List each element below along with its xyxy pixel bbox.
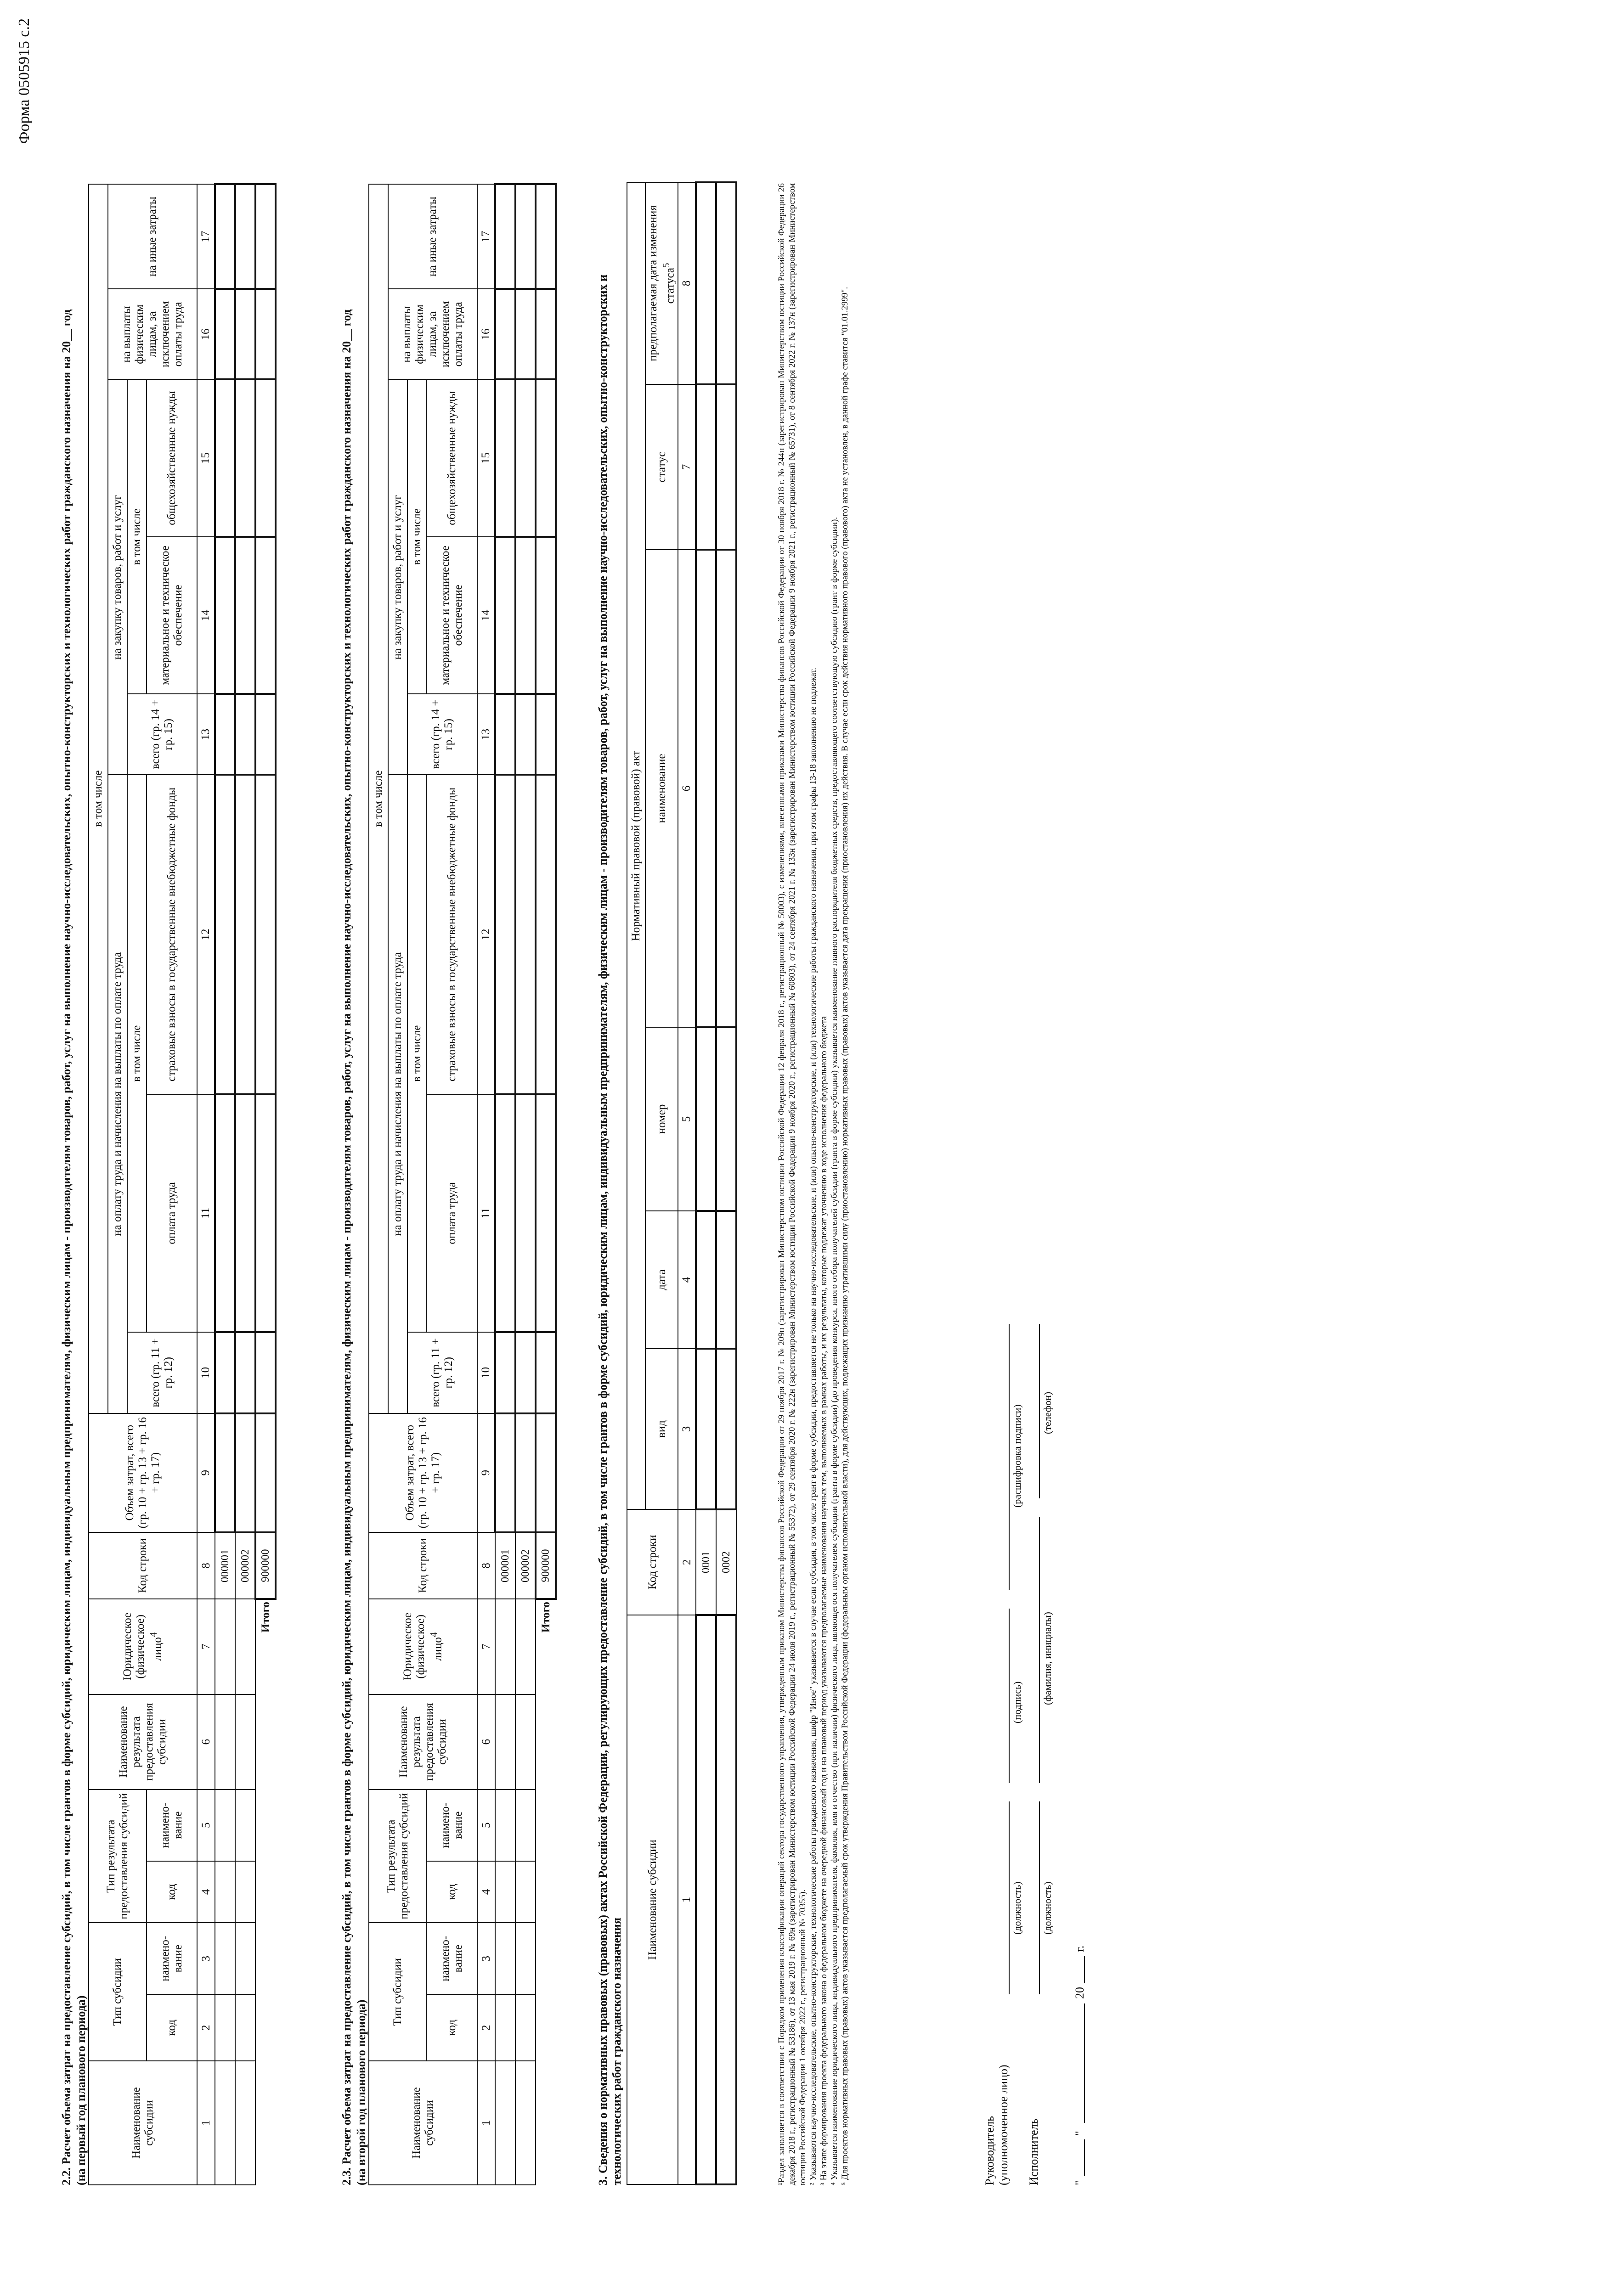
col-number: 3 [477,1923,495,1994]
row-code: 0001 [696,1509,716,1615]
h-material: материальное и техническое обеспечение [147,537,197,694]
col-number: 7 [477,1599,495,1694]
col-number: 9 [197,1413,215,1532]
col-number: 3 [678,1349,696,1509]
col-number: 7 [197,1599,215,1694]
head-decode-line[interactable] [1009,1324,1010,1590]
h-insurance: страховые взносы в государственные внебюджетные фонды [427,775,477,1094]
col-number: 13 [197,694,215,775]
row-code: 000002 [515,1532,536,1599]
date-year-suffix: г. [1073,1945,1086,1952]
h-code: код [147,1861,197,1923]
col-number: 6 [197,1694,215,1790]
h-name: Наименование субсидии [369,2061,477,2185]
footnote-1: ¹Раздел заполняется в соответствии с Порядком применения классификации операций сектора государственного управления, утвержденным приказом Министерства финансов Российской Федерации от 29 ноября 2017 г. № 209н (зарегистрирован Министерством юстиции Российской Федерации 12 февраля 2018 г., регистрационный № 50003), с изменениями, внесенными приказами Министерства финансов Российской Федерации от 30 ноября 2018 г. № 244н (зарегистрирован Министерством юстиции Российской Федерации 26 декабря 2018 г., регистрационный № 53186), от 13 мая 2019 г. № 69н (зарегистрирован Министерством юстиции Российской Федерации 24 июля 2019 г., регистрационный № 55372), от 29 сентября 2020 г. № 222н (зарегистрирован Министерством юстиции Российской Федерации 9 ноября 2020 г., регистрационный № 60803), от 24 сентября 2021 г. № 133н (зарегистрирован Министерством юстиции Российской Федерации 9 ноября 2021 г., регистрационный № 65731), от 8 сентября 2022 г. № 137н (зарегистрирован Министерством юстиции Российской Федерации 1 октября 2022 г., регистрационный № 70355). [777,183,808,2185]
h-physical: на выплаты физическим лицам, за исключением оплаты труда [108,289,197,379]
date-quote-close: " [1073,2131,1086,2136]
col-number: 5 [197,1790,215,1861]
h-legal: Юридическое (физическое) лицо$^4$ [369,1599,477,1694]
h-material: материальное и техническое обеспечение [427,537,477,694]
h-incl2: в том числе [127,775,147,1332]
executor-position-line[interactable] [1039,1801,1040,1994]
col-number: 16 [197,289,215,379]
row-code: 000001 [215,1532,235,1599]
col-number: 1 [197,2061,215,2185]
h-type: Тип субсидии [369,1923,427,2061]
total-code: 900000 [536,1532,556,1599]
section-22-subtitle: (на первый год планового периода) [74,1995,88,2185]
row-code: 0002 [716,1509,736,1615]
section-3-title: 3. Сведения о нормативных правовых (правовых) актах Российской Федерации, регулирующих предоставление субсидий, в том числе грантов в форме субсидий, юридическим лицам, индивидуальным предпринимателям, физическим лицам - производителям товаров, работ, услуг на выполнение научно-исследовательских, опытно-конструкторских и технологических работ гражданского назначения [596,274,623,2185]
h-name-short: наимено-вание [147,1923,197,1994]
h-labor: на оплату труда и начисления на выплаты по оплате труда [108,775,127,1413]
h-row-code: Код строки [369,1532,477,1599]
col-number: 11 [197,1094,215,1333]
col-number: 5 [678,1027,696,1211]
footnote-5: ⁵ Для проектов нормативных правовых (правовых) актов указывается предполагаемый срок утверждения Правительством Российской Федерации (федеральным органом исполнительной власти), для действующих, подлежащих признанию утратившими силу (приостановлению) нормативных правовых (правовых) актов указывается дата прекращения (приостановления) их действия. В случае если срок действия нормативного правового (правового) акта не установлен, в данной графе ставится "01.01.2999". [840,287,850,2185]
total-label: Итого [259,1602,272,1633]
total-row [255,184,276,2185]
h-household: общехозяйственные нужды [147,379,197,536]
head-label: Руководитель [983,2116,996,2185]
table-row [696,182,716,2184]
h-result-name: Наименование результата предоставления субсидии [369,1694,477,1790]
total-row [536,184,556,2185]
date-month-line[interactable] [1084,2003,1085,2123]
section-23-subtitle: (на второй год планового периода) [355,1999,368,2185]
h-name: Наименование субсидии [89,2061,197,2185]
h-incl3: в том числе [127,379,147,694]
date-year-line[interactable] [1084,1956,1085,1983]
h-incl3: в том числе [407,379,427,694]
h-physical: на выплаты физическим лицам, за исключением оплаты труда [388,289,477,379]
h-legal: Юридическое (физическое) лицо$^4$ [89,1599,197,1694]
col-number: 5 [477,1790,495,1861]
form-code: Форма 0505915 с.2 [16,18,33,144]
caption-decode: (расшифровка подписи) [1011,1404,1023,1508]
col-number: 3 [197,1923,215,1994]
h-row-code: Код строки [89,1532,197,1599]
date-day-line[interactable] [1084,2139,1085,2176]
col-number: 6 [678,550,696,1027]
col-number: 1 [678,1615,696,2184]
h-salary: оплата труда [147,1094,197,1333]
h-purchase: на закупку товаров, работ и услуг [388,379,407,775]
row-code: 000002 [235,1532,255,1599]
cost-table-22 [88,183,277,2185]
col-number: 7 [678,384,696,550]
caption-position: (должность) [1011,1881,1023,1935]
caption-position: (должность) [1042,1881,1053,1935]
col-number: 8 [477,1532,495,1599]
h-name-short: наимено-вание [427,1923,477,1994]
table-row [215,184,235,2185]
h-labor: на оплату труда и начисления на выплаты по оплате труда [388,775,407,1413]
h-total-13: всего (гр. 14 + гр. 15) [407,694,477,775]
col-number: 12 [197,775,215,1094]
date-quote-open: " [1073,2180,1086,2185]
col-number: 9 [477,1413,495,1532]
col-number: 10 [477,1332,495,1413]
h-number: номер [645,1027,678,1211]
section-23-title: 2.3. Расчет объема затрат на предоставление субсидий, в том числе грантов в форме субсидий, юридическим лицам, индивидуальным предпринимателям, физическим лицам - производителям товаров, работ, услуг на выполнение научно-исследовательских, опытно-конструкторских и технологических работ гражданского назначения на 20__ год [340,309,353,2185]
col-number: 15 [477,379,495,536]
h-result-type: Тип результата предоставления субсидий [89,1790,147,1923]
h-code: код [427,1994,477,2061]
h-insurance: страховые взносы в государственные внебюджетные фонды [147,775,197,1094]
col-number: 12 [477,775,495,1094]
h-act: Нормативный правовой (правовой) акт [627,182,645,1509]
col-number: 10 [197,1332,215,1413]
h-date: дата [645,1211,678,1349]
caption-phone: (телефон) [1042,1391,1053,1434]
executor-label: Исполнитель [1027,2118,1040,2185]
col-number: 2 [477,1994,495,2061]
col-number: 4 [477,1861,495,1923]
head-position-line[interactable] [1009,1801,1010,1994]
col-number: 8 [678,182,696,384]
section-22-title: 2.2. Расчет объема затрат на предоставление субсидий, в том числе грантов в форме субсидий, юридическим лицам, индивидуальным предпринимателям, физическим лицам - производителям товаров, работ, услуг на выполнение научно-исследовательских, опытно-конструкторских и технологических работ гражданского назначения на 20__ год [60,309,73,2185]
h-total-13: всего (гр. 14 + гр. 15) [127,694,197,775]
caption-signature: (подпись) [1011,1681,1023,1723]
h-total-10: всего (гр. 11 + гр. 12) [407,1332,477,1413]
col-number: 11 [477,1094,495,1333]
h-name-short: наимено-вание [147,1790,197,1861]
h-code: код [147,1994,197,2061]
table-row [235,184,255,2185]
h-result-name: Наименование результата предоставления субсидии [89,1694,197,1790]
h-salary: оплата труда [427,1094,477,1333]
h-other: на иные затраты [108,184,197,289]
h-type: Тип субсидии [89,1923,147,2061]
footnotes [776,183,850,2185]
h-status: статус [645,384,678,550]
table-row [716,182,736,2184]
h-purchase: на закупку товаров, работ и услуг [108,379,127,775]
h-kind: вид [645,1349,678,1509]
h-volume: Объем затрат, всего (гр. 10 + гр. 13 + гр. 16 + гр. 17) [89,1413,197,1532]
head-label-2: (уполномоченное лицо) [997,2065,1010,2185]
table-row [515,184,536,2185]
h-row-code: Код строки [627,1509,678,1615]
footnote-4: ⁴ Указывается наименование юридического лица, индивидуального предпринимателя, фамилия, имя и отчество (при наличии) физического лица, являющегося получателем субсидии (гранта в форме субсидии) (до проведения конкурса, иного отбора получателей субсидии (гранта в форме субсидии) указывается наименование главного распорядителя бюджетных средств, предоставляющего соответствующую субсидию (грант в форме субсидии). [830,517,839,2185]
head-signature-line[interactable] [1009,1609,1010,1783]
h-result-type: Тип результата предоставления субсидий [369,1790,427,1923]
h-household: общехозяйственные нужды [427,379,477,536]
cost-table-23 [368,183,557,2185]
h-total-10: всего (гр. 11 + гр. 12) [127,1332,197,1413]
h-volume: Объем затрат, всего (гр. 10 + гр. 13 + гр. 16 + гр. 17) [369,1413,477,1532]
col-number: 1 [477,2061,495,2185]
table-row [495,184,515,2185]
h-code: код [427,1861,477,1923]
h-name-short: наимено-вание [427,1790,477,1861]
col-number: 2 [197,1994,215,2061]
total-code: 900000 [255,1532,276,1599]
h-subsidy-name: Наименование субсидии [627,1615,678,2184]
col-number: 8 [197,1532,215,1599]
col-number: 15 [197,379,215,536]
col-number: 16 [477,289,495,379]
footnote-3: ³ На этапе формирования проекта федерального закона о федеральном бюджете на очередной финансовый год и на плановый период указываются предполагаемые наименования научных тем, выполняемых в рамках работы, и их результаты, которые подлежат уточнению в ходе исполнения федерального бюджета [819,1016,829,2185]
h-other: на иные затраты [388,184,477,289]
executor-phone-line[interactable] [1039,1324,1040,1498]
executor-fio-line[interactable] [1039,1517,1040,1783]
col-number: 17 [477,184,495,289]
h-incl: в том числе [369,184,388,1413]
h-incl2: в том числе [407,775,427,1332]
total-label: Итого [539,1602,552,1633]
col-number: 4 [678,1211,696,1349]
row-code: 000001 [495,1532,515,1599]
col-number: 14 [477,537,495,694]
col-number: 13 [477,694,495,775]
h-act-name: наименование [645,550,678,1027]
col-number: 14 [197,537,215,694]
h-change-date: предполагаемая дата изменения статуса$^5$ [645,182,678,384]
col-number: 17 [197,184,215,289]
date-year-prefix: 20 [1073,1987,1086,1999]
col-number: 2 [678,1509,696,1615]
col-number: 4 [197,1861,215,1923]
caption-fio: (фамилия, инициалы) [1042,1612,1053,1705]
h-incl: в том числе [89,184,108,1413]
footnote-2: ² Указываются научно-исследовательские, опытно-конструкторские, технологические работы гражданского назначения, шифр "Иное" указывается в случае если субсидия, в том числе грант в форме субсидии, предоставляется не только на научно-исследовательские, и (или) опытно-конструкторские, и (или) технологические работы гражданского назначения, при этом графы 13-18 заполнению не подлежат. [808,668,818,2185]
acts-table [627,181,737,2185]
col-number: 6 [477,1694,495,1790]
